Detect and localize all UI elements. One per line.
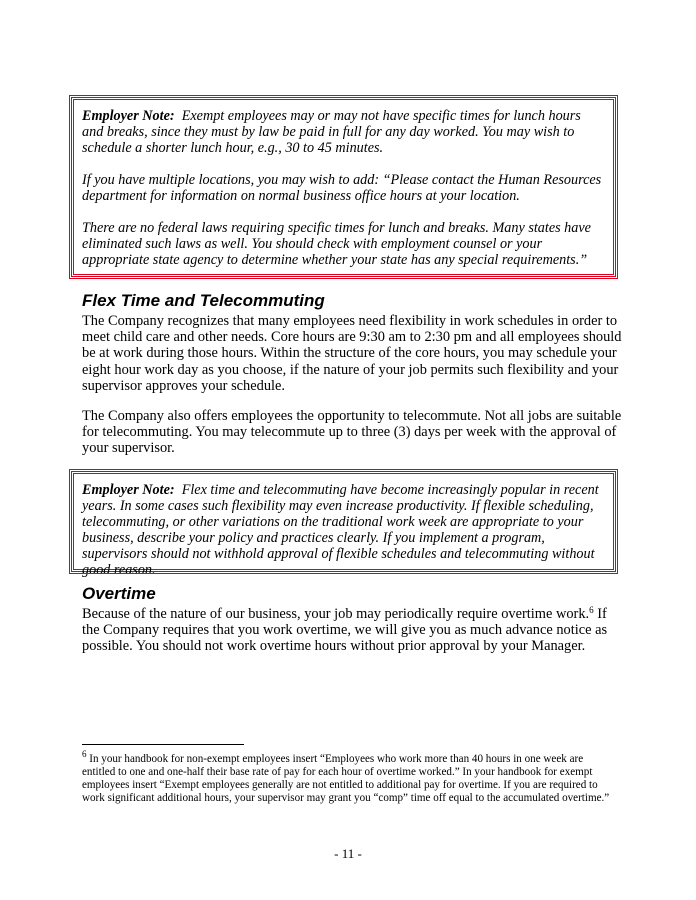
section-heading-flex-time: Flex Time and Telecommuting [82, 291, 325, 310]
footnote-reference[interactable]: 6 [589, 605, 594, 615]
note-text: Exempt employees may or may not have specific times for lunch hours and breaks, since they must by law be paid in full for any day worked. You may wish to schedule a shorter lunch hour, e.g., 30 to 45 minutes. [82, 108, 581, 156]
footnote-text: In your handbook for non-exempt employees insert “Employees who work more than 40 hours in one week are entitled to one and one-half their base rate of pay for each hour of overtime worked.” In your handbook for exempt employees insert “Exempt employees generally are not entitled to additional pay for overtime. If you are required to work significant additional hours, your supervisor may grant you “comp” time off equal to the accumulated overtime.” [82, 753, 610, 804]
note-text: Flex time and telecommuting have become increasingly popular in recent years. In some cases such flexibility may even increase productivity. If flexible scheduling, telecommuting, or other variations on the traditional work week are appropriate to your business, describe your policy and practices clearly. If you implement a program, supervisors should not withhold approval of flexible schedules and telecommuting without good reason. [82, 482, 599, 578]
note-paragraph [82, 482, 605, 578]
flex-time-paragraph-1: The Company recognizes that many employees need flexibility in work schedules in order to meet child care and other needs. Core hours are 9:30 am to 2:30 pm and all employees should be at work during those hours. Within the structure of the core hours, you may schedule your eight hour work day as you choose, if the nature of your job permits such flexibility and your supervisor approves your schedule. [82, 313, 622, 394]
overtime-text: Because of the nature of our business, your job may periodically require overtime work. [82, 606, 590, 622]
note-label: Employer Note: [82, 482, 175, 498]
note-paragraph: There are no federal laws requiring specific times for lunch and breaks. Many states have eliminated such laws as well. You should check with employment counsel or your appropriate state agency to determine whether your state has any special requirements.” [82, 220, 591, 268]
employer-note-flex-time [71, 471, 616, 578]
overtime-paragraph [82, 606, 622, 655]
note-paragraph [82, 108, 605, 156]
employer-note-lunch [71, 97, 616, 277]
page-number: - 11 - [334, 846, 362, 861]
footnote [82, 749, 618, 805]
note-paragraph: If you have multiple locations, you may wish to add: “Please contact the Human Resources department for information on normal business office hours at your location. [82, 172, 602, 204]
overtime-text-continued: If the Company requires that you work overtime, we will give you as much advance notice as possible. You should not work overtime hours without prior approval by your Manager. [82, 606, 608, 655]
flex-time-paragraph-2: The Company also offers employees the opportunity to telecommute. Not all jobs are suitable for telecommuting. You may telecommute up to three (3) days per week with the approval of your supervisor. [82, 408, 622, 457]
footnote-number: 6 [82, 749, 87, 759]
note-label: Employer Note: [82, 108, 175, 124]
section-heading-overtime: Overtime [82, 584, 156, 603]
footnote-divider [82, 744, 244, 745]
